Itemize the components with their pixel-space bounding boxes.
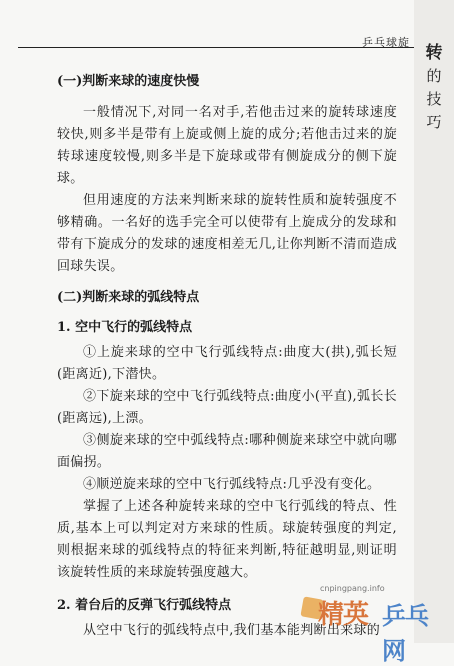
watermark-logo	[300, 592, 450, 665]
subheading-air-arc: 1. 空中飞行的弧线特点	[57, 320, 193, 335]
paragraph-bounce: 从空中飞行的弧线特点中,我们基本能判断出来球的	[83, 623, 381, 638]
header-rule	[18, 47, 414, 48]
list-item-topspin: ①上旋来球的空中飞行弧线特点:曲度大(拱),弧长短(距离近),下潜快。	[57, 345, 397, 382]
paragraph-speed-2: 但用速度的方法来判断来球的旋转性质和旋转强度不够精确。一名好的选手完全可以使带有上旋成分的发球和带有下旋成分的发球的速度相差无几,让你判断不清而造成回球失误。	[57, 193, 397, 274]
section-heading-speed: (一)判断来球的速度快慢	[57, 74, 200, 89]
list-item-backspin: ②下旋来球的空中飞行弧线特点:曲度小(平直),弧长长(距离远),上漂。	[57, 389, 397, 426]
side-title-char-4: 巧	[426, 113, 442, 131]
side-title-char-3: 技	[426, 90, 442, 108]
side-title-char-2: 的	[426, 67, 442, 85]
watermark-text-1: 精英	[318, 600, 369, 630]
list-item-sidespin: ③侧旋来球的空中弧线特点:哪种侧旋来球空中就向哪面偏拐。	[57, 433, 397, 470]
watermark-text-2: 乒乓网	[382, 602, 428, 665]
side-chapter-title	[422, 42, 446, 134]
list-item-cork-spin: ④顺逆旋来球的空中飞行弧线特点:几乎没有变化。	[83, 477, 381, 492]
subheading-bounce-arc: 2. 着台后的反弹飞行弧线特点	[57, 598, 232, 613]
running-header-title: 乒乓球旋	[362, 36, 410, 49]
side-title-char-1: 转	[425, 43, 443, 63]
watermark-url: cnpingpang.info	[320, 584, 385, 593]
paragraph-speed-1: 一般情况下,对同一名对手,若他击过来的旋转球速度较快,则多半是带有上旋或侧上旋的成分;若他击过来的旋转球速度较慢,则多半是下旋球或带有侧旋成分的侧下旋球。	[57, 105, 397, 186]
page-body	[57, 72, 397, 642]
section-heading-arc: (二)判断来球的弧线特点	[57, 290, 200, 305]
paragraph-arc-summary: 掌握了上述各种旋转来球的空中飞行弧线的特点、性质,基本上可以判定对方来球的性质。球旋转强度的判定,则根据来球的弧线特点的特征来判断,特征越明显,则证明该旋转性质的来球旋转强度越大。	[57, 499, 397, 580]
